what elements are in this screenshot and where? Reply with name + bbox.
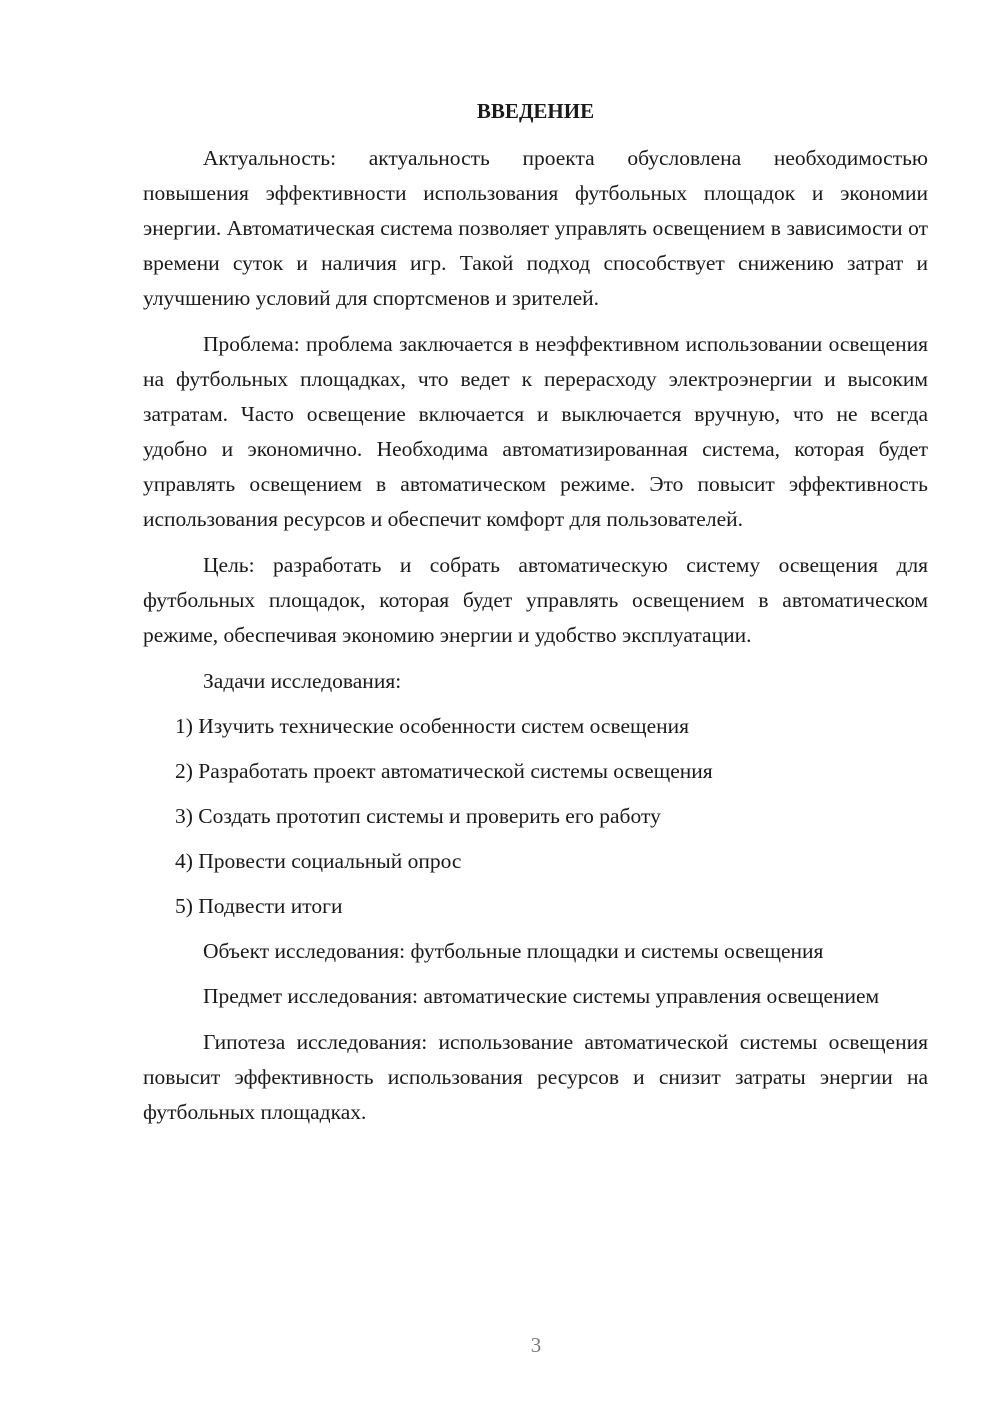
relevance-paragraph: Актуальность: актуальность проекта обусловлена необходимостью повышения эффективности использования футбольных площадок и экономии энергии. Автоматическая система позволяет управлять освещением в зависимости от времени суток и наличия игр. Такой подход способствует снижению затрат и улучшению условий для спортсменов и зрителей.	[143, 146, 928, 310]
tasks-list	[143, 709, 928, 924]
hypothesis-paragraph: Гипотеза исследования: использование автоматической системы освещения повысит эффективность использования ресурсов и снизит затраты энергии на футбольных площадках.	[143, 1030, 928, 1124]
goal-paragraph: Цель: разработать и собрать автоматическую систему освещения для футбольных площадок, которая будет управлять освещением в автоматическом режиме, обеспечивая экономию энергии и удобство эксплуатации.	[143, 553, 928, 647]
problem-paragraph: Проблема: проблема заключается в неэффективном использовании освещения на футбольных площадках, что ведет к перерасходу электроэнергии и высоким затратам. Часто освещение включается и выключается вручную, что не всегда удобно и экономично. Необходима автоматизированная система, которая будет управлять освещением в автоматическом режиме. Это повысит эффективность использования ресурсов и обеспечит комфорт для пользователей.	[143, 332, 928, 531]
page-number: 3	[530, 1333, 542, 1357]
task-item: 3) Создать прототип системы и проверить его работу	[175, 804, 661, 828]
tasks-heading: Задачи исследования:	[203, 669, 402, 693]
object-paragraph: Объект исследования: футбольные площадки и системы освещения	[203, 939, 824, 963]
task-item: 4) Провести социальный опрос	[175, 849, 462, 873]
section-title: ВВЕДЕНИЕ	[476, 99, 595, 123]
document-page	[143, 96, 928, 1141]
task-item: 1) Изучить технические особенности систем освещения	[175, 714, 690, 738]
subject-paragraph: Предмет исследования: автоматические системы управления освещением	[203, 984, 880, 1008]
task-item: 5) Подвести итоги	[175, 894, 343, 918]
task-item: 2) Разработать проект автоматической системы освещения	[175, 759, 713, 783]
